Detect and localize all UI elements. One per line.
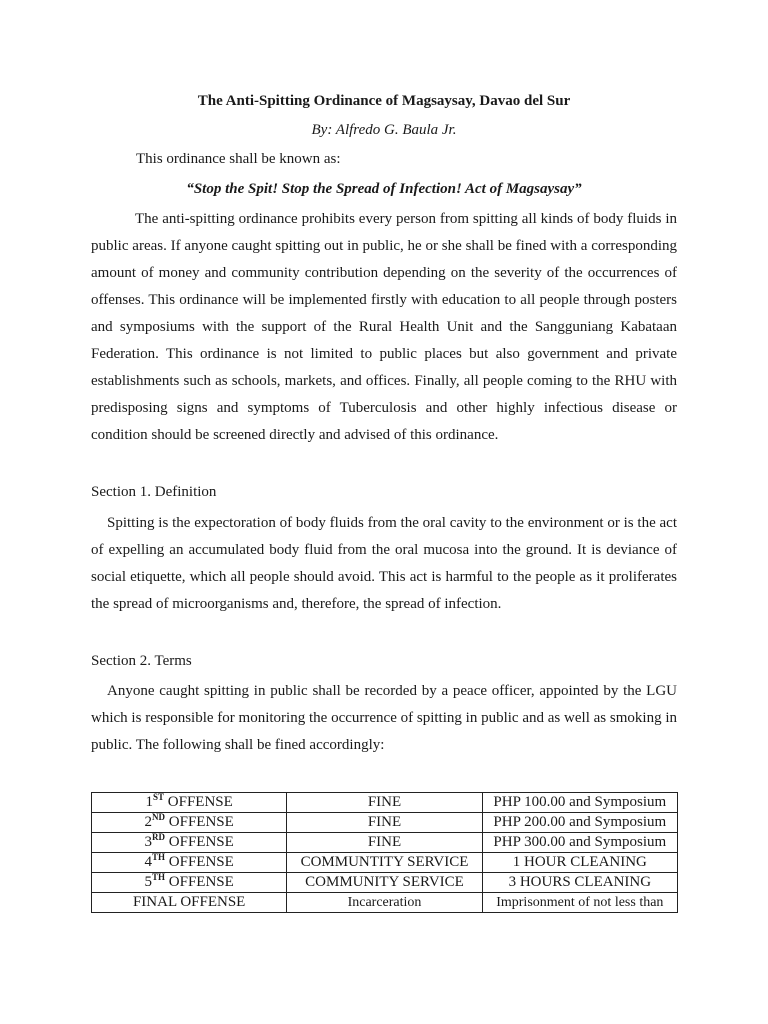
table-row	[92, 813, 678, 833]
table-row	[92, 873, 678, 893]
offense-cell: FINAL OFFENSE	[92, 893, 287, 913]
paragraph-overview: The anti-spitting ordinance prohibits every person from spitting all kinds of body fluids in public areas. If anyone caught spitting out in public, he or she shall be fined with a corresponding amount of money and community contribution depending on the severity of the occurrences of offenses. This ordinance will be implemented firstly with education to all people through posters and symposiums with the support of the Rural Health Unit and the Sangguniang Kabataan Federation. This ordinance is not limited to public places but also government and private establishments such as schools, markets, and offices. Finally, all people coming to the RHU with predisposing signs and symptoms of Tuberculosis and other highly infectious disease or condition should be screened directly and advised of this ordinance.	[91, 211, 677, 443]
penalty-cell: PHP 100.00 and Symposium	[482, 793, 677, 813]
penalty-cell: 3 HOURS CLEANING	[482, 873, 677, 893]
type-cell: COMMUNITY SERVICE	[287, 873, 482, 893]
table-row	[92, 833, 678, 853]
section-1-heading: Section 1. Definition	[91, 484, 217, 500]
penalty-cell: PHP 300.00 and Symposium	[482, 833, 677, 853]
table-row	[92, 853, 678, 873]
table-row	[92, 793, 678, 813]
penalty-cell: 1 HOUR CLEANING	[482, 853, 677, 873]
offense-cell: 5TH OFFENSE	[92, 873, 287, 893]
offense-cell: 3RD OFFENSE	[92, 833, 287, 853]
document-title: The Anti-Spitting Ordinance of Magsaysay, Davao del Sur	[197, 93, 571, 109]
penalty-cell: Imprisonment of not less than	[482, 893, 677, 913]
type-cell: FINE	[287, 813, 482, 833]
ordinance-short-title: “Stop the Spit! Stop the Spread of Infection! Act of Magsaysay”	[186, 181, 582, 197]
table-row	[92, 893, 678, 913]
type-cell: COMMUNTITY SERVICE	[287, 853, 482, 873]
type-cell: FINE	[287, 793, 482, 813]
section-2-heading: Section 2. Terms	[91, 653, 192, 669]
offense-cell: 1ST OFFENSE	[92, 793, 287, 813]
section-2-text: Anyone caught spitting in public shall be recorded by a peace officer, appointed by the LGU which is responsible for monitoring the occurrence of spitting in public and as well as smoking in public. The following shall be fined accordingly:	[91, 683, 677, 753]
type-cell: Incarceration	[287, 893, 482, 913]
offense-cell: 2ND OFFENSE	[92, 813, 287, 833]
penalty-cell: PHP 200.00 and Symposium	[482, 813, 677, 833]
offense-cell: 4TH OFFENSE	[92, 853, 287, 873]
section-1-text: Spitting is the expectoration of body fluids from the oral cavity to the environment or is the act of expelling an accumulated body fluid from the oral mucosa into the ground. It is deviance of social etiquette, which all people should avoid. This act is harmful to the people as it proliferates the spread of microorganisms and, therefore, the spread of infection.	[91, 515, 677, 612]
fines-table	[91, 792, 678, 913]
author-line: By: Alfredo G. Baula Jr.	[311, 122, 457, 138]
intro-line: This ordinance shall be known as:	[136, 151, 341, 167]
type-cell: FINE	[287, 833, 482, 853]
